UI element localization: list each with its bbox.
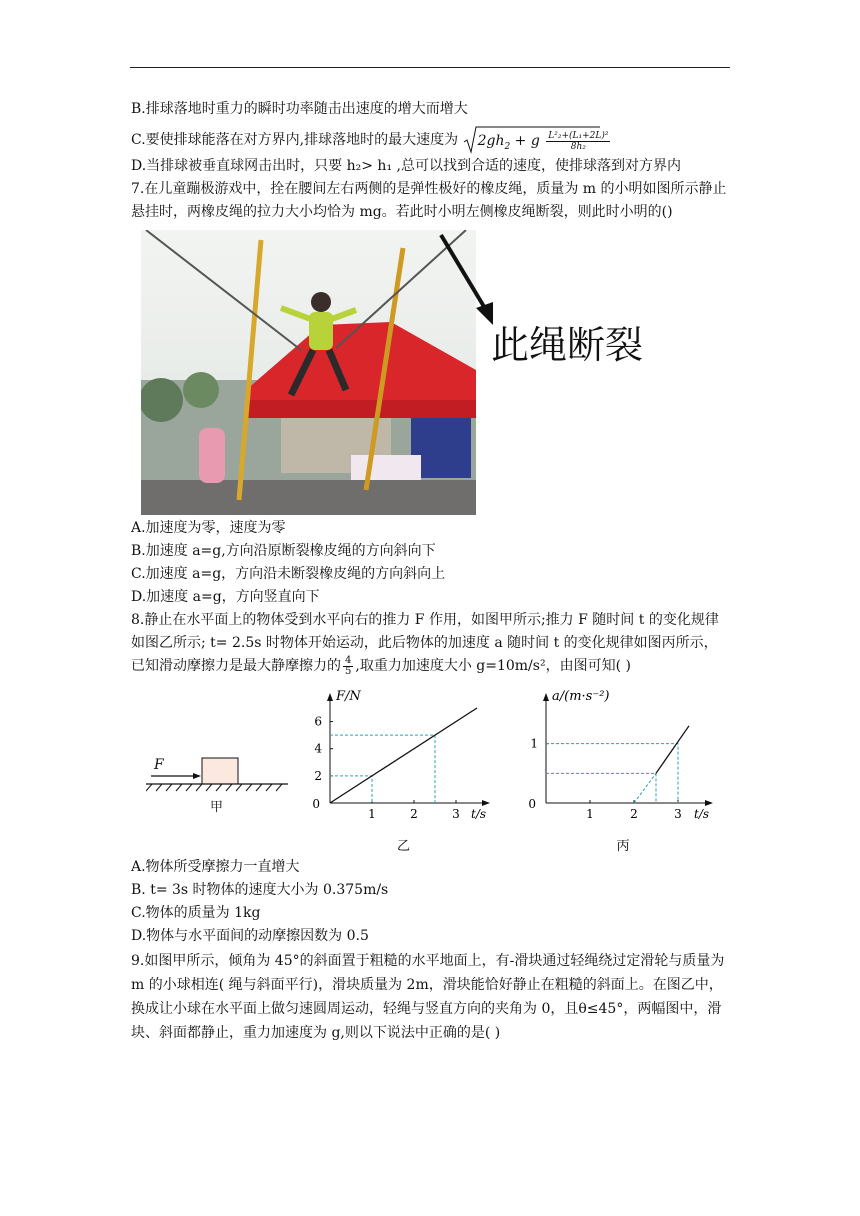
chart-bing-x-label: t/s [694, 807, 710, 821]
q8-fraction: $\frac{4}{5}$ [345, 654, 352, 677]
exam-page [131, 98, 731, 1045]
q8-option-c: C.物体的质量为 1kg [131, 905, 261, 921]
chart-bing-y-tick-label: 1 [530, 736, 538, 751]
chart-yi-caption: 乙 [396, 839, 411, 854]
q8-stem [131, 609, 731, 678]
q7-option-d: D.加速度 a=g，方向竖直向下 [131, 589, 320, 605]
q8-option-d: D.物体与水平面间的动摩擦因数为 0.5 [131, 928, 369, 944]
chart-yi-y-tick-label: 6 [314, 714, 322, 729]
radicand-g: + g [510, 133, 540, 149]
chart-yi-y-tick-label: 2 [314, 768, 322, 783]
header-rule [130, 67, 730, 68]
chart-yi-x-arrow [482, 800, 490, 806]
q8-option-a: A.物体所受摩擦力一直增大 [131, 859, 300, 875]
q7-stem: 7.在儿童蹦极游戏中，拴在腰间左右两侧的是弹性极好的橡皮绳，质量为 m 的小明如图所示静止悬挂时，两橡皮绳的拉力大小均恰为 mg。若此时小明左侧橡皮绳断裂，则此时小明的() [131, 181, 727, 220]
q6-option-b: B.排球落地时重力的瞬时功率随击出速度的增大而增大 [131, 101, 468, 117]
q8-option-b: B. t= 3s 时物体的速度大小为 0.375m/s [131, 882, 389, 898]
fig-jia [146, 756, 296, 856]
chart-bing-y-label: a/(m·s⁻²) [552, 689, 610, 704]
q9-stem: 9.如图甲所示，倾角为 45°的斜面置于粗糙的水平地面上，有-滑块通过轻绳绕过定滑轮与质量为 m 的小球相连( 绳与斜面平行)，滑块质量为 2m，滑块能恰好静止在粗糙的斜面上。在图乙中，换成让小球在水平面上做匀速圆周运动，轻绳与竖直方向的夹角为 0，且θ≤45°，两幅图中，滑块、斜面都静止，重力加速度为 g,则以下说法中正确的是( ) [131, 953, 725, 1041]
radicand-2gh: 2gh [477, 133, 505, 149]
chart-bing-y-arrow [543, 693, 549, 701]
chart-yi-series-line [330, 708, 477, 803]
chart-bing-caption: 丙 [616, 839, 630, 854]
chart-yi-origin-label: 0 [312, 797, 320, 811]
bungee-photo [141, 230, 661, 515]
chart-bing [516, 688, 731, 856]
q7-option-a: A.加速度为零，速度为零 [131, 520, 286, 536]
q7-option-c: C.加速度 a=g，方向沿未断裂橡皮绳的方向斜向上 [131, 566, 446, 582]
radicand-fraction: $\frac{\text{L²₂+(L₁+2L)²}}{\text{8h₂}}$ [548, 130, 609, 152]
sqrt-expression [463, 125, 609, 155]
force-label: F [154, 757, 164, 773]
chart-bing-x-arrow [705, 800, 713, 806]
chart-bing-x-tick-label: 3 [674, 807, 682, 821]
q7-option-b: B.加速度 a=g,方向沿原断裂橡皮绳的方向斜向下 [131, 543, 436, 559]
q6-option-c-text: C.要使排球能落在对方界内,排球落地时的最大速度为 [131, 132, 459, 148]
chart-yi-y-tick-label: 4 [314, 741, 322, 756]
chart-bing-guide-line [546, 773, 656, 803]
chart-yi-x-tick-label: 2 [410, 807, 418, 821]
chart-bing-extension-line [634, 773, 656, 803]
chart-bing-x-tick-label: 2 [630, 807, 638, 821]
q6-option-c [131, 125, 731, 155]
chart-yi-x-label: t/s [471, 807, 487, 821]
chart-bing-x-tick-label: 1 [586, 807, 594, 821]
q8-stem-tail: ,取重力加速度大小 g=10m/s²，由图可知( ) [355, 658, 631, 674]
chart-yi-y-label: F/N [336, 689, 361, 704]
chart-yi-y-arrow [327, 693, 333, 701]
chart-bing-origin-label: 0 [528, 797, 536, 811]
chart-yi-x-tick-label: 1 [368, 807, 376, 821]
q8-stem-text: 8.静止在水平面上的物体受到水平向右的推力 F 作用，如图甲所示;推力 F 随时间 t 的变化规律如图乙所示; t= 2.5s 时物体开始运动，此后物体的加速度 a 随时间 t 的变化规律如图丙所示，已知滑动摩擦力是最大静摩擦力的 [131, 612, 719, 674]
chart-yi [303, 688, 503, 856]
q6-option-d: D.当排球被垂直球网击出时，只要 h₂> h₁ ,总可以找到合适的速度，使排球落到对方界内 [131, 158, 681, 174]
fig-jia-caption: 甲 [210, 800, 224, 815]
chart-yi-x-tick-label: 3 [452, 807, 460, 821]
q8-figures [131, 688, 731, 856]
rope-break-caption: 此绳断裂 [491, 323, 644, 367]
radicand-sub: 2 [504, 141, 511, 152]
chart-bing-series-line [656, 726, 689, 774]
